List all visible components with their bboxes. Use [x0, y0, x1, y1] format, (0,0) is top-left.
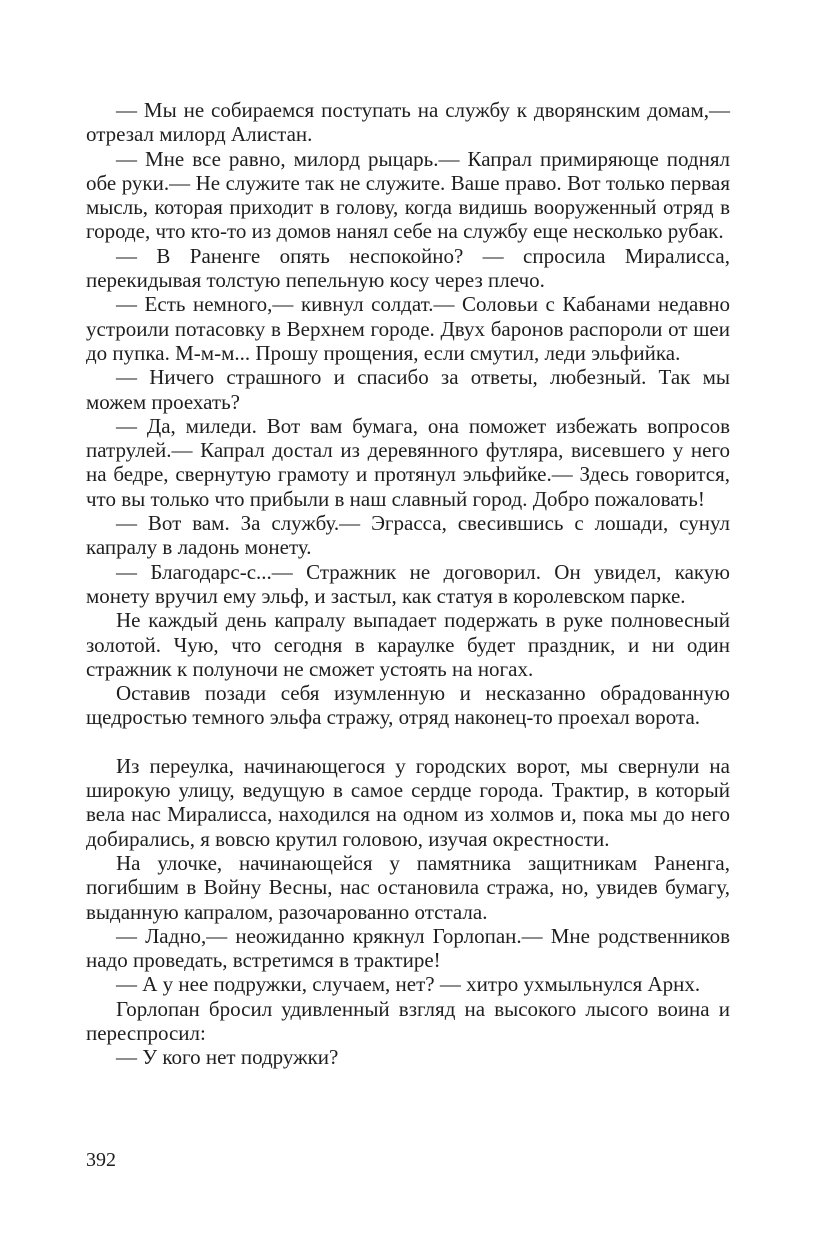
paragraph: — Вот вам. За службу.— Эграсса, свесившись с лошади, сунул капралу в ладонь монету. — [86, 511, 730, 560]
paragraph: — Благодарс-с...— Стражник не договорил. Он увидел, какую монету вручил ему эльф, и застыл, как статуя в королевском парке. — [86, 559, 730, 608]
paragraph: Оставив позади себя изумленную и несказанно обрадованную щедростью темного эльфа стражу, отряд наконец-то проехал ворота. — [86, 681, 730, 730]
paragraph: Из переулка, начинающегося у городских ворот, мы свернули на широкую улицу, ведущую в самое сердце города. Трактир, в который вела нас Миралисса, находился на одном из холмов и, пока мы до него добирались, я вовсю крутил головою, изучая окрестности. — [86, 753, 730, 851]
paragraph: — Есть немного,— кивнул солдат.— Соловьи с Кабанами недавно устроили потасовку в Верхнем городе. Двух баронов распороли от шеи до пупка. М-м-м... Прошу прощения, если смутил, леди эльфийка. — [86, 292, 730, 365]
paragraph: Горлопан бросил удивленный взгляд на высокого лысого воина и переспросил: — [86, 996, 730, 1045]
paragraph: — Ладно,— неожиданно крякнул Горлопан.— Мне родственников надо проведать, встретимся в трактире! — [86, 923, 730, 973]
paragraph: — Ничего страшного и спасибо за ответы, любезный. Так мы можем проехать? — [86, 365, 730, 414]
page-number: 392 — [86, 1149, 116, 1171]
paragraph: — У кого нет подружки? — [116, 1045, 339, 1070]
paragraph: На улочке, начинающейся у памятника защитникам Раненга, погибшим в Войну Весны, нас остановила стража, но, увидев бумагу, выданную капралом, разочарованно отстала. — [86, 850, 730, 924]
paragraph: — В Раненге опять неспокойно? — спросила Миралисса, перекидывая толстую пепельную косу через плечо. — [86, 243, 730, 293]
paragraph: — Мне все равно, милорд рыцарь.— Капрал примиряюще поднял обе руки.— Не служите так не служите. Ваше право. Вот только первая мысль, которая приходит в голову, когда видишь вооруженный отряд в городе, что кто-то из домов нанял себе на службу еще несколько рубак. — [86, 146, 730, 244]
paragraph: — А у нее подружки, случаем, нет? — хитро ухмыльнулся Арнх. — [116, 972, 701, 997]
section-break — [86, 730, 730, 754]
paragraph: — Да, миледи. Вот вам бумага, она поможет избежать вопросов патрулей.— Капрал достал из деревянного футляра, висевшего у него на бедре, свернутую грамоту и протянул эльфийке.— Здесь говорится, что вы только что прибыли в наш славный город. Добро пожаловать! — [86, 413, 730, 511]
page-body — [86, 98, 730, 1070]
paragraph: Не каждый день капралу выпадает подержать в руке полновесный золотой. Чую, что сегодня в караулке будет праздник, и ни один стражник к полуночи не сможет устоять на ногах. — [86, 608, 730, 681]
paragraph: — Мы не собираемся поступать на службу к дворянским домам,— отрезал милорд Алистан. — [86, 98, 730, 147]
